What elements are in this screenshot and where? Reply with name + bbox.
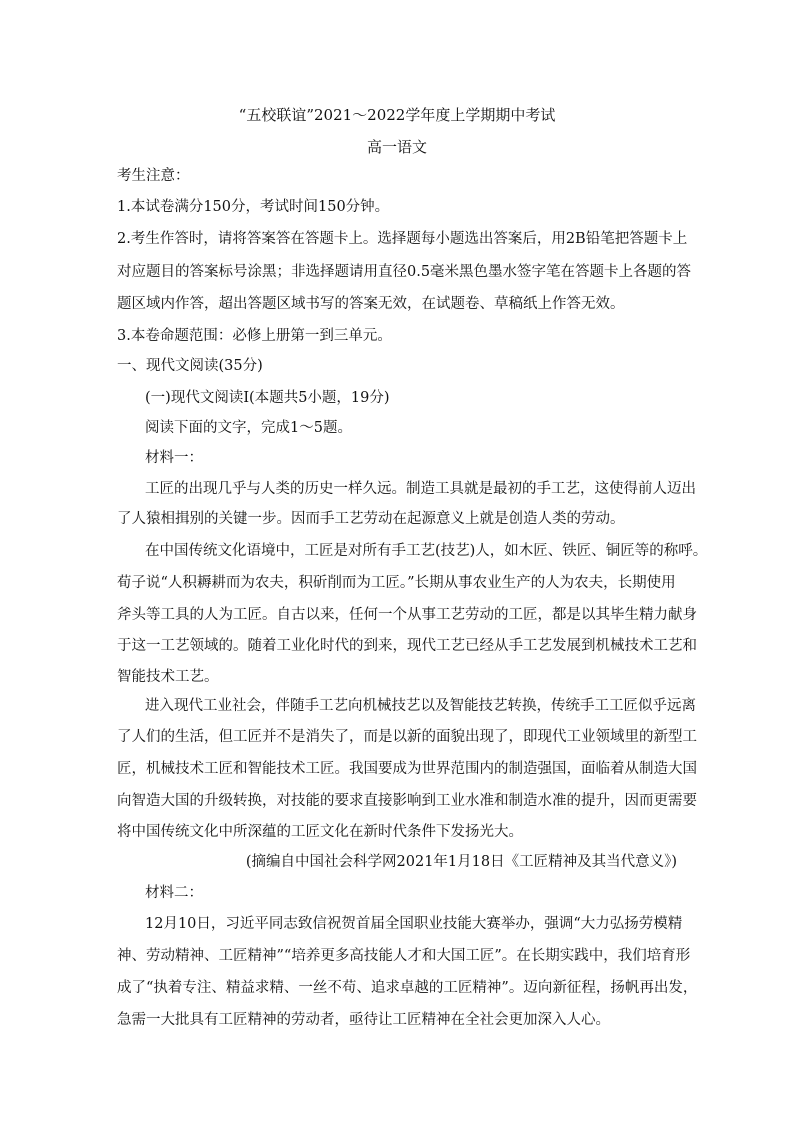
instruction-text: 阅读下面的文字，完成1～5题。 — [145, 420, 352, 436]
paragraph-line: 工匠的出现几乎与人类的历史一样久远。制造工具就是最初的手工艺，这使得前人迈出 — [145, 481, 696, 497]
paragraph-line: 在中国传统文化语境中，工匠是对所有手工艺(技艺)人，如木匠、铁匠、铜匠等的称呼。 — [145, 543, 708, 559]
notice-item-2-cont: 题区域内作答，超出答题区域书写的答案无效，在试题卷、草稿纸上作答无效。 — [117, 296, 625, 312]
paragraph-line: 匠，机械技术工匠和智能技术工匠。我国要成为世界范围内的制造强国，面临着从制造大国 — [117, 761, 697, 777]
notice-item-2: 2.考生作答时，请将答案答在答题卡上。选择题每小题选出答案后，用2B铅笔把答题卡上 — [117, 231, 688, 247]
paragraph-line: 了人们的生活，但工匠并不是消失了，而是以新的面貌出现了，即现代工业领域里的新型工 — [117, 729, 697, 745]
notice-heading: 考生注意： — [117, 168, 190, 184]
exam-subject: 高一语文 — [366, 138, 427, 156]
notice-item-3: 3.本卷命题范围：必修上册第一到三单元。 — [117, 328, 392, 344]
source-citation: (摘编自中国社会科学网2021年1月18日《工匠精神及其当代意义》) — [245, 854, 677, 870]
section-heading: 一、现代文阅读(35分) — [117, 358, 263, 374]
subsection-heading: (一)现代文阅读Ⅰ(本题共5小题，19分) — [145, 390, 390, 406]
paragraph-line: 了人猿相揖别的关键一步。因而手工艺劳动在起源意义上就是创造人类的劳动。 — [117, 511, 625, 527]
material-label: 材料一： — [145, 450, 203, 466]
paragraph-line: 成了“执着专注、精益求精、一丝不苟、追求卓越的工匠精神”。迈向新征程，扬帆再出发， — [117, 980, 698, 996]
paragraph-line: 进入现代工业社会，伴随手工艺向机械技艺以及智能技艺转换，传统手工工匠似乎远离 — [145, 698, 696, 714]
paragraph-line: 将中国传统文化中所深蕴的工匠文化在新时代条件下发扬光大。 — [117, 824, 523, 840]
paragraph-line: 急需一大批具有工匠精神的劳动者，亟待让工匠精神在全社会更加深入人心。 — [117, 1012, 610, 1028]
paragraph-line: 神、劳动精神、工匠精神”“培养更多高技能人才和大国工匠”。在长期实践中，我们培育形 — [117, 948, 691, 964]
paragraph-line: 向智造大国的升级转换，对技能的要求直接影响到工业水准和制造水准的提升，因而更需要 — [117, 793, 697, 809]
paragraph-line: 智能技术工艺。 — [117, 669, 219, 685]
paragraph-line: 12月10日，习近平同志致信祝贺首届全国职业技能大赛举办，强调“大力弘扬劳模精 — [145, 916, 683, 932]
exam-title: “五校联谊”2021～2022学年度上学期期中考试 — [238, 106, 556, 124]
paragraph-line: 斧头等工具的人为工匠。自古以来，任何一个从事工艺劳动的工匠，都是以其毕生精力献身 — [117, 607, 697, 623]
notice-item-2-cont: 对应题目的答案标号涂黑；非选择题请用直径0.5毫米黑色墨水签字笔在答题卡上各题的答 — [117, 264, 692, 280]
paragraph-line: 荀子说“人积耨耕而为农夫，积斫削而为工匠。”长期从事农业生产的人为农夫，长期使用 — [117, 575, 676, 591]
notice-item-1: 1.本试卷满分150分，考试时间150分钟。 — [117, 199, 390, 215]
material-label: 材料二： — [145, 885, 203, 901]
paragraph-line: 于这一工艺领域的。随着工业化时代的到来，现代工艺已经从手工艺发展到机械技术工艺和 — [117, 638, 697, 654]
